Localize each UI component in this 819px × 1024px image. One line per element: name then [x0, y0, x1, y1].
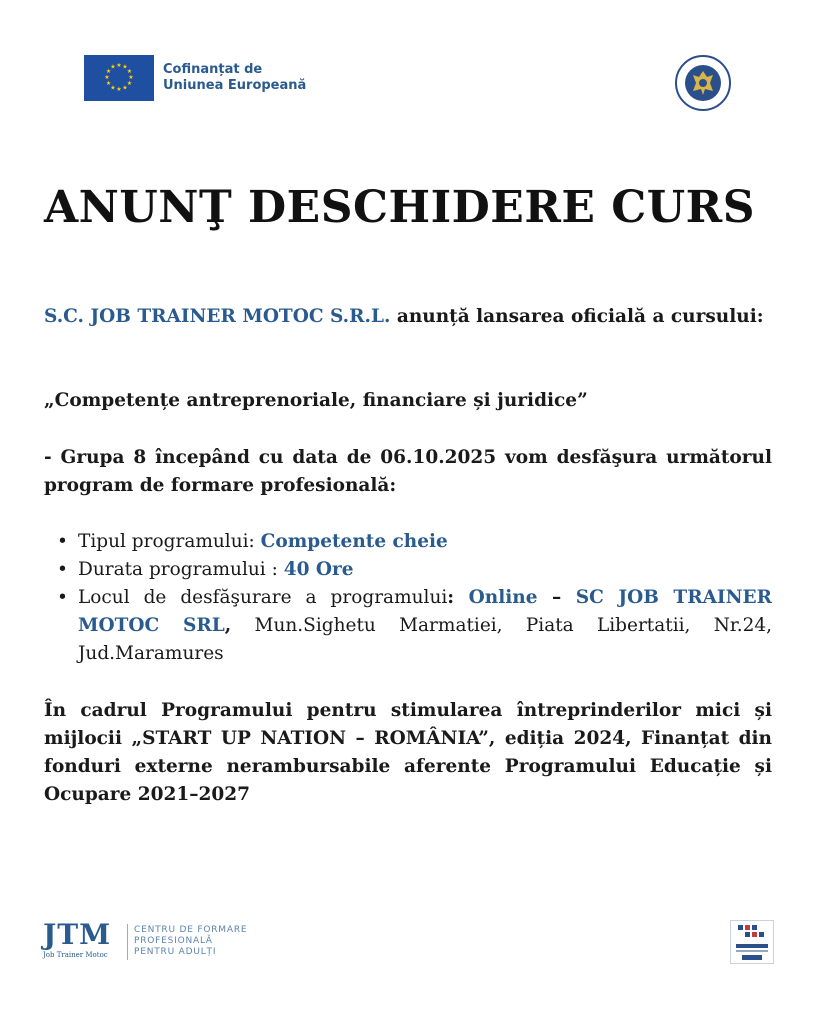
svg-text:★: ★ [126, 68, 133, 75]
location-dash: – [537, 587, 576, 608]
bullet-icon: • [57, 559, 68, 580]
program-type-label: Tipul programului: [78, 531, 261, 552]
svg-text:★: ★ [105, 68, 112, 75]
page-title: ANUNŢ DESCHIDERE CURS [44, 182, 755, 233]
bullet-icon: • [57, 587, 68, 608]
group-schedule-line: - Grupa 8 începând cu data de 06.10.2025 vom desfăşura următorul program de formare profesională: [44, 447, 772, 496]
svg-text:★: ★ [110, 84, 116, 92]
list-item-program-type [44, 528, 772, 556]
funding-paragraph: În cadrul Programului pentru stimularea întreprinderilor mici și mijlocii „START UP NATION – ROMÂNIA”, ediția 2024, Finanțat din fonduri externe nerambursabile aferente Programului Educație și Ocupare 2021–2027 [44, 700, 772, 805]
svg-text:★: ★ [110, 63, 116, 71]
logo-divider [127, 924, 128, 960]
program-location-label: Locul de desfăşurare a programului [78, 587, 448, 608]
program-duration-value: 40 Ore [283, 559, 354, 580]
eu-cofinancing-logo [84, 55, 306, 101]
svg-text:★: ★ [105, 80, 112, 87]
eu-flag-icon [84, 55, 154, 101]
training-center-text [134, 925, 247, 958]
list-item-program-duration [44, 556, 772, 584]
svg-text:★: ★ [122, 63, 128, 71]
eu-cofinancing-text [163, 62, 306, 94]
bullet-icon: • [57, 531, 68, 552]
jtm-logo [43, 920, 247, 960]
course-name: „Competențe antreprenoriale, financiare și juridice” [44, 390, 588, 411]
romanian-government-seal-icon [672, 54, 734, 112]
center-line-1: CENTRU DE FORMARE [134, 925, 248, 935]
list-item-program-location [44, 584, 772, 668]
location-company: SC JOB TRAINER MOTOC SRL [78, 587, 772, 636]
intro-text: anunță lansarea oficială a cursului: [390, 306, 764, 327]
program-details-list [44, 528, 772, 668]
intro-paragraph [44, 303, 772, 331]
eu-line-1: Cofinanțat de [163, 62, 263, 77]
iso-certification-badge-icon [730, 920, 774, 964]
jtm-mark [43, 920, 119, 959]
eu-line-2: Uniunea Europeană [163, 78, 307, 93]
location-comma: , [224, 615, 232, 636]
svg-text:★: ★ [116, 86, 122, 93]
jtm-tagline: Job Trainer Motoc [43, 951, 108, 959]
program-duration-label: Durata programului : [78, 559, 284, 580]
svg-text:★: ★ [104, 74, 110, 81]
svg-text:★: ★ [116, 62, 122, 69]
svg-text:★: ★ [126, 80, 133, 87]
program-type-value: Competente cheie [260, 531, 448, 552]
svg-text:★: ★ [122, 84, 128, 92]
center-line-3: PENTRU ADULȚI [134, 947, 217, 957]
location-colon: : [447, 587, 469, 608]
svg-text:★: ★ [128, 74, 134, 81]
location-mode: Online [468, 587, 538, 608]
location-address: Mun.Sighetu Marmatiei, Piata Libertatii, Nr.24, Jud.Maramures [78, 615, 772, 664]
company-name: S.C. JOB TRAINER MOTOC S.R.L. [44, 306, 391, 327]
center-line-2: PROFESIONALĂ [134, 936, 213, 946]
jtm-letters: JTM [43, 918, 112, 951]
